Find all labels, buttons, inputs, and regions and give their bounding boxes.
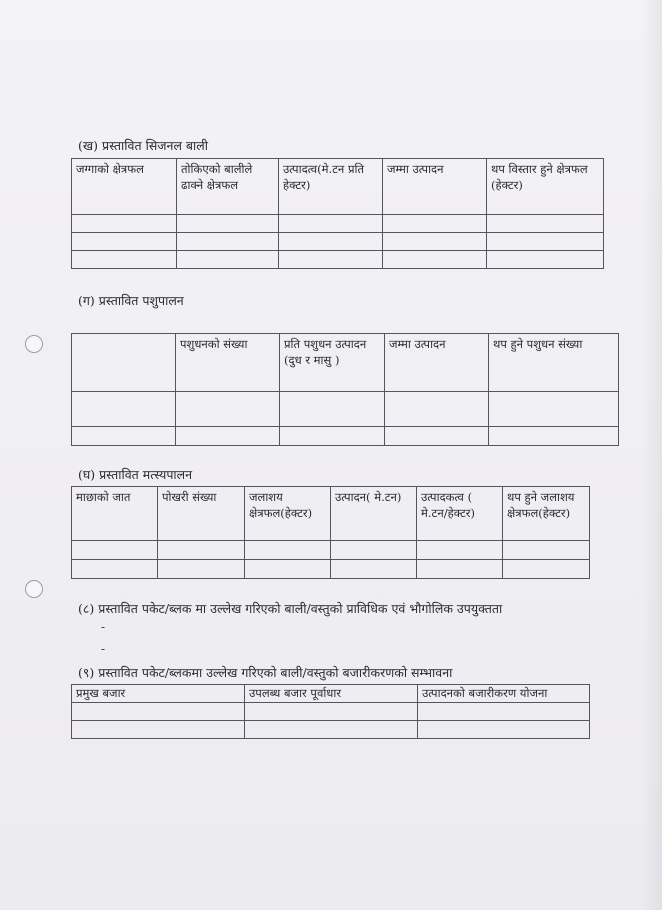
table-row	[72, 215, 604, 233]
heading-marketing-potential: (९) प्रस्तावित पकेट/ब्लकमा उल्लेख गरिएको बाली/वस्तुको बजारीकरणको सम्भावना	[78, 665, 453, 680]
seasonal-crop-table	[71, 158, 604, 269]
heading-fishery: (घ) प्रस्तावित मत्स्यपालन	[78, 467, 193, 482]
header-fish-species: माछाको जात	[72, 487, 158, 541]
bullet-dash-1: -	[101, 620, 106, 634]
heading-seasonal-crop: (ख) प्रस्तावित सिजनल बाली	[78, 138, 209, 153]
livestock-table	[71, 333, 619, 446]
table-row	[72, 560, 590, 579]
header-pond-count: पोखरी संख्या	[158, 487, 245, 541]
fishery-table	[71, 486, 590, 579]
header-expansion-area: थप विस्तार हुने क्षेत्रफल (हेक्टर)	[487, 159, 604, 215]
table-row	[72, 392, 619, 427]
header-additional-livestock: थप हुने पशुधन संख्या	[489, 334, 619, 392]
punch-hole-bottom	[25, 580, 43, 598]
header-land-area: जग्गाको क्षेत्रफल	[72, 159, 177, 215]
header-production: उत्पादन( मे.टन)	[331, 487, 417, 541]
header-total-production: जम्मा उत्पादन	[383, 159, 487, 215]
table-row	[72, 721, 590, 739]
header-productivity: उत्पादत्व(मे.टन प्रति हेक्टर)	[279, 159, 383, 215]
header-additional-water-area: थप हुने जलाशय क्षेत्रफल(हेक्टर)	[503, 487, 590, 541]
marketing-table	[71, 684, 590, 739]
table-row	[72, 703, 590, 721]
page-edge-shadow	[642, 0, 662, 910]
header-crop-area: तोकिएको बालीले ढाक्ने क्षेत्रफल	[177, 159, 279, 215]
header-blank	[72, 334, 176, 392]
header-productivity: उत्पादकत्व ( मे.टन/हेक्टर)	[417, 487, 503, 541]
header-total-production: जम्मा उत्पादन	[385, 334, 489, 392]
table-row	[72, 541, 590, 560]
header-per-livestock-production: प्रति पशुधन उत्पादन (दुध र मासु )	[280, 334, 385, 392]
heading-livestock: (ग) प्रस्तावित पशुपालन	[78, 293, 184, 308]
table-row	[72, 233, 604, 251]
table-row	[72, 427, 619, 446]
header-market-infrastructure: उपलब्ध बजार पूर्वाधार	[245, 685, 418, 703]
table-row	[72, 251, 604, 269]
header-livestock-count: पशुधनको संख्या	[176, 334, 280, 392]
header-water-area: जलाशय क्षेत्रफल(हेक्टर)	[245, 487, 331, 541]
heading-technical-suitability: (८) प्रस्तावित पकेट/ब्लक मा उल्लेख गरिएको बाली/वस्तुको प्राविधिक एवं भौगोलिक उपयुक्तता	[78, 601, 503, 616]
bullet-dash-2: -	[101, 642, 106, 656]
header-main-market: प्रमुख बजार	[72, 685, 245, 703]
punch-hole-top	[25, 335, 43, 353]
header-marketing-plan: उत्पादनको बजारीकरण योजना	[418, 685, 590, 703]
